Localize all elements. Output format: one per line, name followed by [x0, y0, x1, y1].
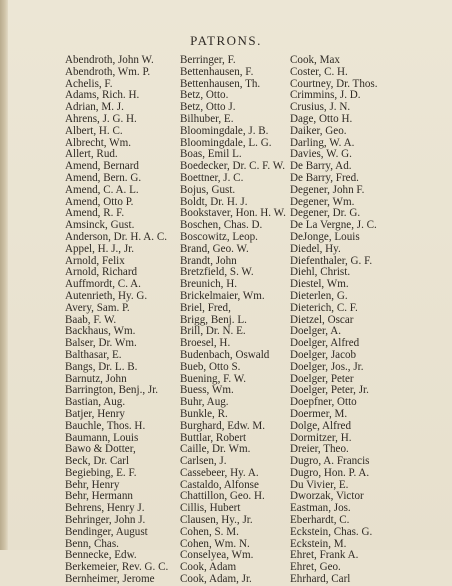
patron-entry: Buttlar, Robert — [180, 431, 247, 444]
patron-entry: Dreier, Theo. — [290, 443, 349, 456]
patron-entry: Crusius, J. N. — [290, 101, 351, 114]
patron-entry: Bendinger, August — [65, 525, 148, 538]
patron-entry: Carlsen, J. — [180, 455, 227, 468]
patron-entry: Betz, Otto. — [180, 89, 229, 102]
patron-entry: Diestel, Wm. — [290, 278, 349, 291]
patron-entry: Bawo & Dotter, — [65, 443, 136, 456]
patron-entry: Amend, R. F. — [65, 207, 125, 220]
patron-entry: Buhr, Aug. — [180, 396, 229, 409]
patron-entry: Beck, Dr. Carl — [65, 455, 130, 468]
patron-entry: Diedel, Hy. — [290, 242, 341, 255]
patron-entry: Eastman, Jos. — [290, 502, 351, 515]
patron-entry: Davies, W. G. — [290, 148, 352, 161]
patron-entry: Amend, Bern. G. — [65, 171, 142, 184]
patron-entry: Balthasar, E. — [65, 348, 122, 361]
patron-entry: Cohen, Wm. N. — [180, 537, 250, 550]
patron-entry: Doelger, Peter — [290, 372, 354, 385]
patron-entry: Briel, Fred, — [180, 301, 231, 314]
patron-entry: Bloomingdale, L. G. — [180, 136, 272, 149]
patron-entry: Avery, Sam. P. — [65, 301, 130, 314]
patron-entry: Bojus, Gust. — [180, 183, 236, 196]
patron-entry: Boedecker, Dr. C. F. W. — [180, 160, 285, 173]
patron-entry: Dieterlen, G. — [290, 289, 348, 302]
patron-entry: Auffmordt, C. A. — [65, 278, 141, 291]
patron-entry: Boettner, J. C. — [180, 171, 244, 184]
patron-entry: Autenrieth, Hy. G. — [65, 289, 148, 302]
patron-entry: Clausen, Hy., Jr. — [180, 514, 253, 527]
patron-entry: Bookstaver, Hon. H. W. — [180, 207, 286, 220]
patron-entry: Bettenhausen, F. — [180, 65, 254, 78]
patron-entry: Dugro, Hon. P. A. — [290, 466, 370, 479]
patron-entry: Bretzfield, S. W. — [180, 266, 254, 279]
patron-entry: Betz, Otto J. — [180, 101, 236, 114]
patron-entry: Broesel, H. — [180, 337, 231, 350]
patron-entry: Crimmins, J. D. — [290, 89, 361, 102]
patron-entry: Doelger, Jos., Jr. — [290, 360, 364, 373]
patron-entry: Bettenhausen, Th. — [180, 77, 261, 90]
patron-entry: Doermer, M. — [290, 407, 348, 420]
patron-entry: Castaldo, Alfonse — [180, 478, 259, 491]
patron-entry: Amend, Bernard — [65, 160, 139, 173]
patron-entry: De Barry, Ad. — [290, 160, 352, 173]
patron-entry: Barrington, Benj., Jr. — [65, 384, 159, 397]
patron-entry: Amsinck, Gust. — [65, 219, 135, 232]
patron-entry: Bennecke, Edw. — [65, 549, 137, 562]
patron-entry: Doepfner, Otto — [290, 396, 357, 409]
patron-entry: Buess, Wm. — [180, 384, 234, 397]
patron-entry: Abendroth, John W. — [65, 54, 154, 66]
patron-entry: Courtney, Dr. Thos. — [290, 77, 378, 90]
patron-entry: Dolge, Alfred — [290, 419, 351, 432]
patron-entry: Degener, John F. — [290, 183, 365, 196]
patron-entry: Bernheimer, Jerome — [65, 573, 155, 586]
patron-entry: Brand, Geo. W. — [180, 242, 249, 255]
patron-entry: Berkemeier, Rev. G. C. — [65, 561, 169, 574]
patron-entry: Arnold, Richard — [65, 266, 138, 279]
patron-entry: Balser, Dr. Wm. — [65, 337, 137, 350]
patron-entry: Ehret, Geo. — [290, 561, 341, 574]
patron-entry: Dietzel, Oscar — [290, 313, 354, 326]
patron-entry: Behringer, John J. — [65, 514, 146, 527]
patron-entry: Cohen, S. M. — [180, 525, 239, 538]
patron-entry: Adrian, M. J. — [65, 101, 124, 114]
patron-entry: Doelger, Alfred — [290, 337, 360, 350]
patron-entry: DeJonge, Louis — [290, 230, 360, 243]
patron-entry: Cillis, Hubert — [180, 502, 241, 515]
patron-entry: Caille, Dr. Wm. — [180, 443, 251, 456]
patron-entry: Achelis, F. — [65, 77, 113, 90]
patron-entry: Du Vivier, E. — [290, 478, 349, 491]
patron-entry: Brandt, John — [180, 254, 237, 267]
patron-entry: Ehrhard, Carl — [290, 573, 351, 586]
patron-entry: Eberhardt, C. — [290, 514, 350, 527]
patron-entry: Dieterich, C. F. — [290, 301, 358, 314]
patron-entry: Degener, Wm. — [290, 195, 355, 208]
patron-entry: Baumann, Louis — [65, 431, 139, 444]
patron-entry: Brickelmaier, Wm. — [180, 289, 265, 302]
patron-entry: Dormitzer, H. — [290, 431, 352, 444]
patron-entry: Budenbach, Oswald — [180, 348, 270, 361]
patron-entry: Behrens, Henry J. — [65, 502, 145, 515]
patron-entry: Backhaus, Wm. — [65, 325, 136, 338]
patron-entry: Eckstein, Chas. G. — [290, 525, 373, 538]
patron-entry: Bilhuber, E. — [180, 112, 234, 125]
patron-entry: Bastian, Aug. — [65, 396, 126, 409]
patron-entry: Barnutz, John — [65, 372, 127, 385]
patron-entry: De Barry, Fred. — [290, 171, 359, 184]
patron-entry: Appel, H. J., Jr. — [65, 242, 135, 255]
book-spine — [0, 0, 8, 550]
patron-entry: Boldt, Dr. H. J. — [180, 195, 248, 208]
patron-entry: Bloomingdale, J. B. — [180, 124, 269, 137]
patron-entry: Doelger, Jacob — [290, 348, 357, 361]
patron-entry: Degener, Dr. G. — [290, 207, 361, 220]
patron-entry: Amend, Otto P. — [65, 195, 134, 208]
patron-entry: Albert, H. C. — [65, 124, 123, 137]
patron-entry: Chattillon, Geo. H. — [180, 490, 265, 503]
patron-entry: Allert, Rud. — [65, 148, 118, 161]
patron-entry: Albrecht, Wm. — [65, 136, 132, 149]
patron-entry: Buening, F. W. — [180, 372, 246, 385]
patron-entry: Cook, Adam — [180, 561, 237, 574]
patron-entry: Brigg, Benj. L. — [180, 313, 247, 326]
patron-entry: Bangs, Dr. L. B. — [65, 360, 138, 373]
patron-list — [65, 55, 445, 586]
patron-entry: Boschen, Chas. D. — [180, 219, 263, 232]
patron-entry: Arnold, Felix — [65, 254, 125, 267]
patron-entry: Adams, Rich. H. — [65, 89, 140, 102]
patron-entry: Burghard, Edw. M. — [180, 419, 266, 432]
patron-entry: Eckstein, M. — [290, 537, 347, 550]
patron-entry: Bueb, Otto S. — [180, 360, 241, 373]
patron-entry: Benn, Chas. — [65, 537, 119, 550]
patron-entry: Brill, Dr. N. E. — [180, 325, 246, 338]
patron-entry: Cook, Max — [290, 54, 340, 66]
patron-column-3 — [290, 55, 445, 586]
patron-entry: Cook, Adam, Jr. — [180, 573, 252, 586]
page-title: PATRONS. — [190, 33, 262, 48]
patron-entry: Dworzak, Victor — [290, 490, 364, 503]
patron-entry: Behr, Henry — [65, 478, 120, 491]
patron-entry: Cassebeer, Hy. A. — [180, 466, 259, 479]
patron-entry: Boas, Emil L. — [180, 148, 242, 161]
patron-entry: Anderson, Dr. H. A. C. — [65, 230, 167, 243]
patron-entry: Amend, C. A. L. — [65, 183, 139, 196]
patron-entry: Begiebing, E. F. — [65, 466, 137, 479]
patron-entry: Darling, W. A. — [290, 136, 355, 149]
patron-entry: Ahrens, J. G. H. — [65, 112, 137, 125]
patron-entry: Batjer, Henry — [65, 407, 125, 420]
patron-column-2 — [180, 55, 290, 586]
patron-entry: Coster, C. H. — [290, 65, 348, 78]
patron-entry: Berringer, F. — [180, 54, 236, 66]
patron-entry: Boscowitz, Leop. — [180, 230, 258, 243]
patron-entry: De La Vergne, J. C. — [290, 219, 377, 232]
patron-column-1 — [65, 55, 180, 586]
patron-entry: Baab, F. W. — [65, 313, 117, 326]
patron-entry: Breunich, H. — [180, 278, 237, 291]
patron-entry: Bunkle, R. — [180, 407, 228, 420]
patron-entry: Dage, Otto H. — [290, 112, 353, 125]
patron-entry: Doelger, Peter, Jr. — [290, 384, 369, 397]
patron-entry: Daiker, Geo. — [290, 124, 347, 137]
patron-entry: Conselyea, Wm. — [180, 549, 254, 562]
patron-entry: Behr, Hermann — [65, 490, 133, 503]
patron-entry: Diehl, Christ. — [290, 266, 351, 279]
patron-entry: Dugro, A. Francis — [290, 455, 370, 468]
patron-entry: Doelger, A. — [290, 325, 342, 338]
patron-entry: Abendroth, Wm. P. — [65, 65, 151, 78]
patron-entry: Diefenthaler, G. F. — [290, 254, 373, 267]
patron-entry: Ehret, Frank A. — [290, 549, 359, 562]
patron-entry: Bauchle, Thos. H. — [65, 419, 146, 432]
